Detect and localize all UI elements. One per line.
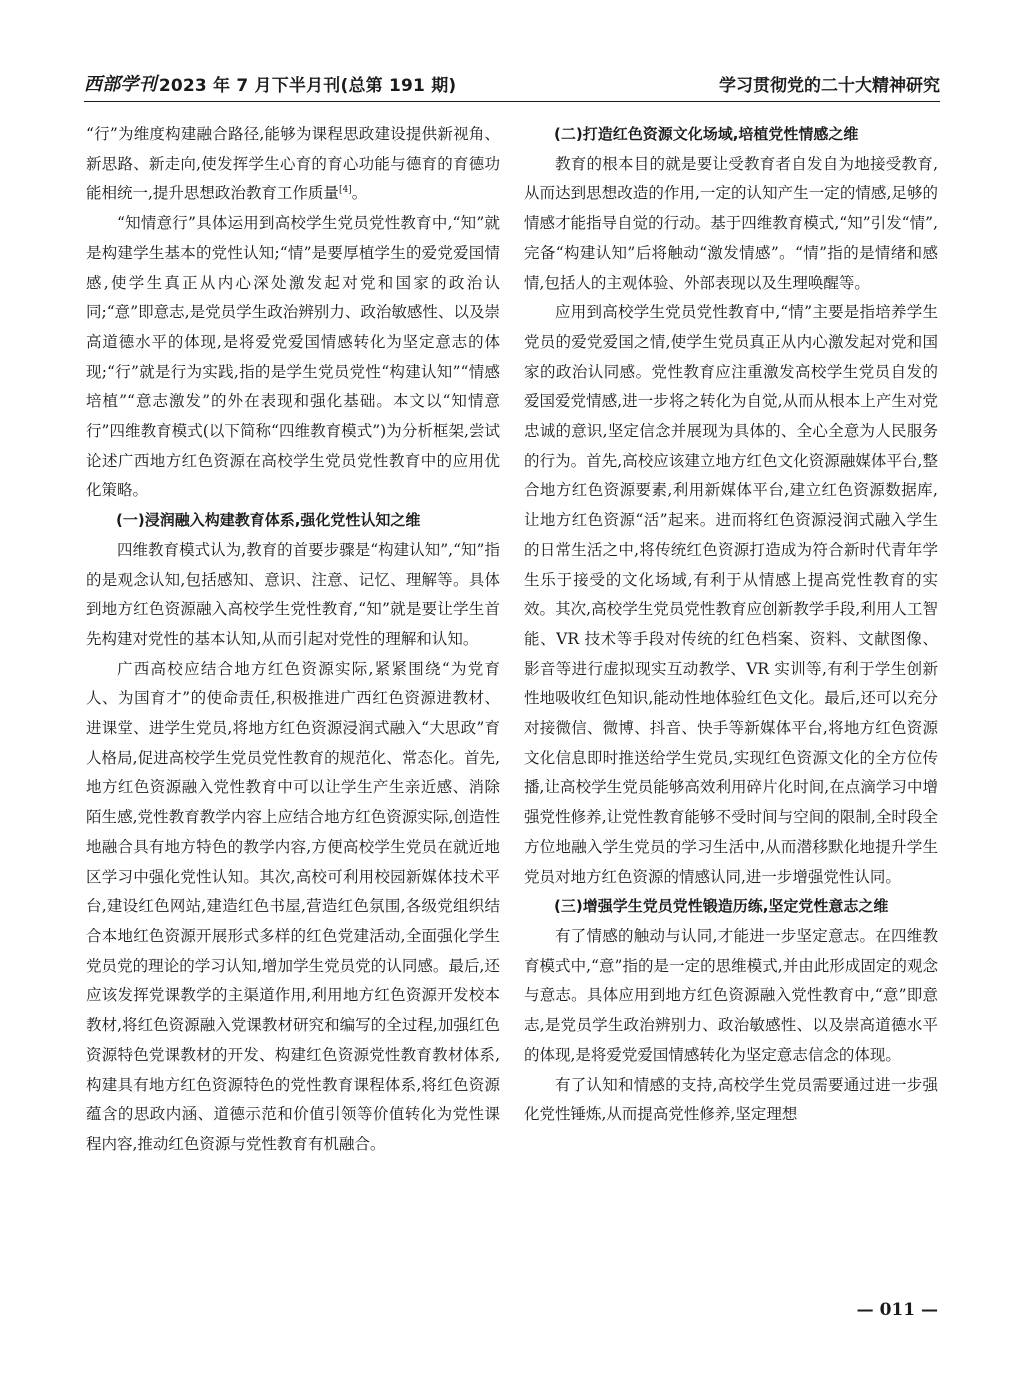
citation-ref: [4]: [338, 185, 352, 196]
right-column: [524, 120, 938, 1130]
paragraph: “知情意行”具体运用到高校学生党员党性教育中,“知”就是构建学生基本的党性认知;“情”是要厚植学生的爱党爱国情感,使学生真正从内心深处激发起对党和国家的政治认同;“意”即意志,是党员学生政治辨别力、政治敏感性、以及崇高道德水平的体现,是将爱党爱国情感转化为坚定意志的体现;“行”就是行为实践,指的是学生党员党性“构建认知”“情感培植”“意志激发”的外在表现和强化基础。本文以“知情意行”四维教育模式(以下简称“四维教育模式”)为分析框架,尝试论述广西地方红色资源在高校学生党员党性教育中的应用优化策略。: [86, 214, 500, 500]
paragraph: 应用到高校学生党员党性教育中,“情”主要是指培养学生党员的爱党爱国之情,使学生党员真正从内心激发起对党和国家的政治认同感。党性教育应注重激发高校学生党员自发的爱国爱党情感,进一步将之转化为自觉,从而从根本上产生对党忠诚的意识,坚定信念并展现为具体的、全心全意为人民服务的行为。首先,高校应该建立地方红色文化资源融媒体平台,整合地方红色资源要素,利用新媒体平台,建立红色资源数据库,让地方红色资源“活”起来。进而将红色资源浸润式融入学生的日常生活之中,将传统红色资源打造成为符合新时代青年学生乐于接受的文化场域,有利于从情感上提高党性教育的实效。其次,高校学生党员党性教育应创新教学手段,利用人工智能、VR 技术等手段对传统的红色档案、资料、文献图像、影音等进行虚拟现实互动教学、VR 实训等,有利于学生创新性地吸收红色知识,能动性地体验红色文化。最后,还可以充分对接微信、微博、抖音、快手等新媒体平台,将地方红色资源文化信息即时推送给学生党员,实现红色资源文化的全方位传播,让高校学生党员能够高效利用碎片化时间,在点滴学习中增强党性修养,让党性教育能够不受时间与空间的限制,全时段全方位地融入学生党员的学习生活中,从而潜移默化地提升学生党员对地方红色资源的情感认同,进一步增强党性认同。: [524, 303, 938, 886]
left-column: [86, 120, 500, 1160]
journal-logo: 西部学刊: [84, 74, 157, 95]
paragraph: 有了情感的触动与认同,才能进一步坚定意志。在四维教育模式中,“意”指的是一定的思维模式,并由此形成固定的观念与意志。具体应用到地方红色资源融入党性教育中,“意”即意志,是党员学生政治辨别力、政治敏感性、以及崇高道德水平的体现,是将爱党爱国情感转化为坚定意志信念的体现。: [524, 926, 938, 1064]
page-number: — 011 —: [856, 1300, 938, 1320]
paragraph: 教育的根本目的就是要让受教育者自发自为地接受教育,从而达到思想改造的作用,一定的认知产生一定的情感,足够的情感才能指导自觉的行动。基于四维教育模式,“知”引发“情”,完备“构建认知”后将触动“激发情感”。“情”指的是情绪和感情,包括人的主观体验、外部表现以及生理唤醒等。: [524, 154, 938, 292]
running-header: [84, 62, 940, 96]
section-heading: (一)浸润融入构建教育体系,强化党性认知之维: [116, 511, 421, 530]
paragraph: 有了认知和情感的支持,高校学生党员需要通过进一步强化党性锤炼,从而提高党性修养,坚定理想: [524, 1075, 938, 1124]
paragraph-text: “行”为维度构建融合路径,能够为课程思政建设提供新视角、新思路、新走向,使发挥学生心育的育心功能与德育的育德功能相统一,提升思想政治教育工作质量: [86, 125, 500, 203]
section-heading: (三)增强学生党员党性锻造历练,坚定党性意志之维: [554, 897, 889, 916]
header-divider: [84, 101, 940, 102]
section-title: 学习贯彻党的二十大精神研究: [719, 76, 940, 96]
paragraph: [86, 120, 500, 209]
paragraph: 四维教育模式认为,教育的首要步骤是“构建认知”,“知”指的是观念认知,包括感知、意识、注意、记忆、理解等。具体到地方红色资源融入高校学生党性教育,“知”就是要让学生首先构建对党性的基本认知,从而引起对党性的理解和认知。: [86, 540, 500, 648]
paragraph-end: 。: [351, 184, 368, 203]
issue-info: 2023 年 7 月下半月刊(总第 191 期): [158, 76, 457, 96]
header-journal: [84, 70, 456, 96]
section-heading: (二)打造红色资源文化场域,培植党性情感之维: [554, 125, 859, 143]
paragraph: 广西高校应结合地方红色资源实际,紧紧围绕“为党育人、为国育才”的使命责任,积极推进广西红色资源进教材、进课堂、进学生党员,将地方红色资源浸润式融入“大思政”育人格局,促进高校学生党员党性教育的规范化、常态化。首先,地方红色资源融入党性教育中可以让学生产生亲近感、消除陌生感,党性教育教学内容上应结合地方红色资源实际,创造性地融合具有地方特色的教学内容,方便高校学生党员在就近地区学习中强化党性认知。其次,高校可利用校园新媒体技术平台,建设红色网站,建造红色书屋,营造红色氛围,各级党组织结合本地红色资源开展形式多样的红色党建活动,全面强化学生党员党的理论的学习认知,增加学生党员党的认同感。最后,还应该发挥党课教学的主渠道作用,利用地方红色资源开发校本教材,将红色资源融入党课教材研究和编写的全过程,加强红色资源特色党课教材的开发、构建红色资源党性教育教材体系,构建具有地方红色资源特色的党性教育课程体系,将红色资源蕴含的思政内涵、道德示范和价值引领等价值转化为党性课程内容,推动红色资源与党性教育有机融合。: [86, 659, 500, 1153]
